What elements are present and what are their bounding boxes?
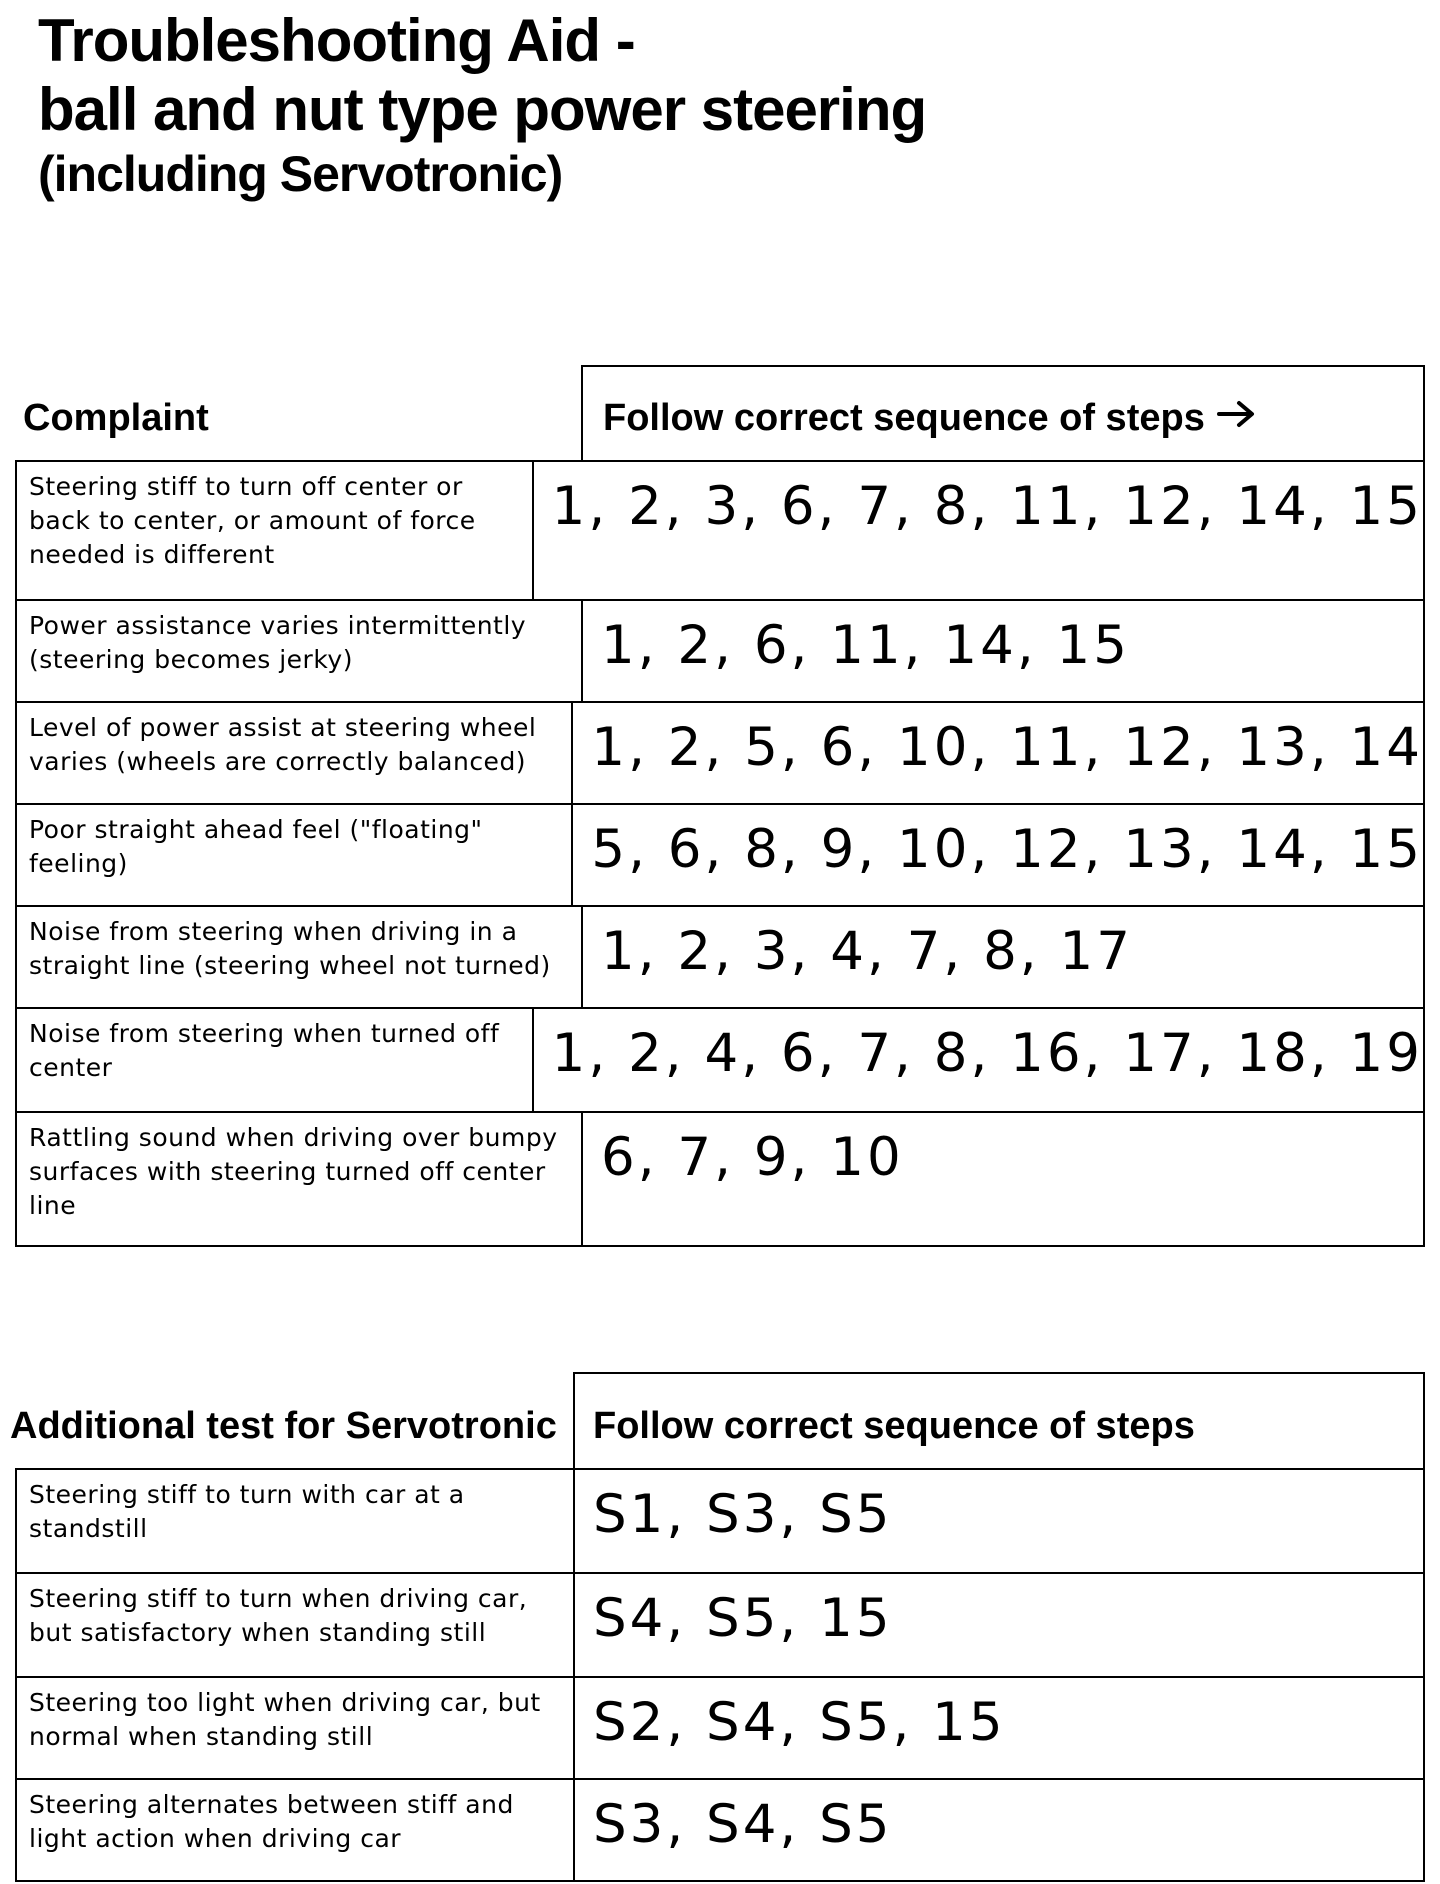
complaint-cell: Steering alternates between stiff and light action when driving car	[17, 1780, 575, 1880]
header-complaint: Complaint	[23, 397, 209, 439]
table-row	[17, 701, 1423, 803]
table-body	[15, 1468, 1425, 1882]
title-line-2: ball and nut type power steering	[38, 76, 927, 143]
table-row	[17, 1470, 1423, 1572]
header-steps-cell	[573, 1372, 1425, 1468]
complaint-table	[15, 365, 1425, 1247]
right-arrow-icon	[1217, 397, 1257, 440]
complaint-cell: Noise from steering when turned off center	[17, 1009, 534, 1111]
table-row	[17, 1778, 1423, 1880]
steps-cell: S1, S3, S5	[593, 1484, 893, 1545]
table-row	[17, 803, 1423, 905]
steps-cell: S3, S4, S5	[593, 1794, 893, 1855]
steps-cell: 1, 2, 3, 6, 7, 8, 11, 12, 14, 15	[551, 476, 1423, 537]
complaint-cell: Steering stiff to turn with car at a standstill	[17, 1470, 575, 1572]
header-steps-cell	[581, 365, 1425, 460]
steps-cell: 5, 6, 8, 9, 10, 12, 13, 14, 15	[591, 819, 1423, 880]
table-header	[15, 365, 1425, 460]
complaint-cell: Poor straight ahead feel ("floating" feeling)	[17, 805, 573, 905]
steps-cell: S4, S5, 15	[593, 1588, 893, 1649]
complaint-cell: Rattling sound when driving over bumpy surfaces with steering turned off center line	[17, 1113, 583, 1245]
steps-cell: S2, S4, S5, 15	[593, 1692, 1006, 1753]
complaint-cell: Steering stiff to turn when driving car, but satisfactory when standing still	[17, 1574, 575, 1676]
steps-cell: 1, 2, 5, 6, 10, 11, 12, 13, 14	[591, 717, 1423, 778]
table-row	[17, 462, 1423, 599]
complaint-cell: Power assistance varies intermittently (steering becomes jerky)	[17, 601, 583, 701]
complaint-cell: Steering too light when driving car, but normal when standing still	[17, 1678, 575, 1778]
table-header	[10, 1372, 1425, 1468]
complaint-cell: Level of power assist at steering wheel varies (wheels are correctly balanced)	[17, 703, 573, 803]
table-row	[17, 1111, 1423, 1245]
title-line-1: Troubleshooting Aid -	[38, 7, 635, 74]
title-line-3: (including Servotronic)	[38, 146, 563, 202]
header-steps: Follow correct sequence of steps	[593, 1405, 1195, 1447]
header-additional-test: Additional test for Servotronic	[10, 1405, 557, 1447]
table-row	[17, 599, 1423, 701]
servotronic-table	[10, 1372, 1425, 1882]
table-row	[17, 1676, 1423, 1778]
steps-cell: 6, 7, 9, 10	[601, 1127, 904, 1188]
table-body	[15, 460, 1425, 1247]
table-row	[17, 1007, 1423, 1111]
steps-cell: 1, 2, 4, 6, 7, 8, 16, 17, 18, 19	[551, 1023, 1423, 1084]
steps-cell: 1, 2, 6, 11, 14, 15	[601, 615, 1130, 676]
table-row	[17, 905, 1423, 1007]
table-row	[17, 1572, 1423, 1676]
page-title	[38, 6, 926, 204]
complaint-cell: Noise from steering when driving in a straight line (steering wheel not turned)	[17, 907, 583, 1007]
complaint-cell: Steering stiff to turn off center or back to center, or amount of force needed is different	[17, 462, 534, 599]
header-steps: Follow correct sequence of steps	[603, 397, 1205, 439]
steps-cell: 1, 2, 3, 4, 7, 8, 17	[601, 921, 1133, 982]
